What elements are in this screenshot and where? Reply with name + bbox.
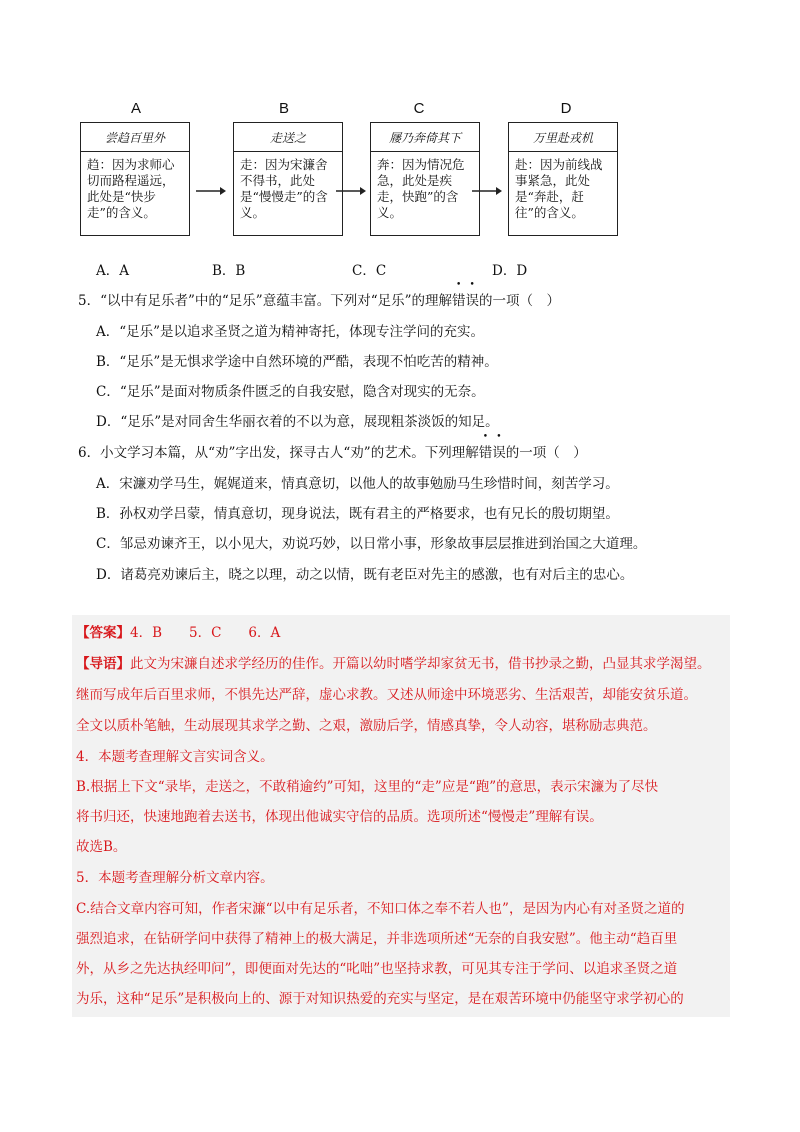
q5-option-a: A．“足乐”是以追求圣贤之道为精神寄托，体现专注学问的充实。: [96, 324, 485, 340]
emphasis-char: 错: [478, 445, 493, 461]
q5-analysis-title: 5．本题考查理解分析文章内容。: [76, 870, 274, 886]
q5-option-d: D．“足乐”是对同舍生华丽衣着的不以为意，展现粗茶淡饭的知足。: [96, 414, 499, 430]
q4-analysis-line: 故选B。: [76, 839, 127, 855]
arrow-right-icon: [472, 186, 502, 196]
choice-b: B．B: [212, 263, 246, 279]
diagram-letter-a: A: [130, 100, 141, 117]
stem-text: 5．“以中有足乐者”中的“足乐”意蕴丰富。下列对“足乐”的理解: [78, 293, 452, 309]
q5-analysis-line: 为乐，这种“足乐”是积极向上的、源于对知识热爱的充实与坚定，是在艰苦环境中仍能坚守求学初心的: [76, 991, 684, 1007]
q4-analysis-line: 将书归还，快速地跑着去送书，体现出他诚实守信的品质。选项所述“慢慢走”理解有误。: [76, 809, 603, 825]
q6-option-a: A．宋濂劝学马生，娓娓道来，情真意切，以他人的故事勉励马生珍惜时间，刻苦学习。: [96, 476, 619, 492]
box-heading: 走送之: [234, 123, 342, 152]
choice-d: D．D: [492, 263, 528, 279]
q6-option-d: D．诸葛亮劝谏后主，晓之以理，动之以情，既有老臣对先主的感激，也有对后主的忠心。: [96, 567, 634, 583]
q4-analysis-line: B.根据上下文“录毕，走送之，不敢稍逾约”可知，这里的“走”应是“跑”的意思，表示宋濂为了尽快: [76, 779, 659, 795]
stem-text: 的一项（ ）: [479, 293, 560, 309]
diagram-box-a: [80, 122, 190, 236]
answer-line: [76, 621, 280, 641]
diagram-box-c: [370, 122, 480, 236]
guide-label: 【导语】: [76, 656, 130, 672]
box-text: 趋：因为求师心切而路程遥远，此处是“快步走”的含义。: [87, 157, 175, 220]
q6-stem: [78, 441, 587, 461]
diagram-box-d: [508, 122, 618, 236]
flow-diagram: [80, 100, 640, 245]
choice-c: C．C: [352, 263, 387, 279]
q6-option-b: B．孙权劝学吕蒙，情真意切，现身说法，既有君主的严格要求，也有兄长的殷切期望。: [96, 506, 619, 522]
box-heading: 尝趋百里外: [81, 123, 189, 152]
diagram-letter-d: D: [560, 100, 572, 117]
q5-analysis-line: C.结合文章内容可知，作者宋濂“以中有足乐者，不知口体之奉不若人也”，是因为内心有对圣贤之道的: [76, 901, 685, 917]
answer-label: 【答案】: [76, 625, 130, 641]
q4-analysis-title: 4．本题考查理解文言实词含义。: [76, 749, 274, 765]
q5-analysis-line: 强烈追求，在钻研学问中获得了精神上的极大满足，并非选项所述“无奈的自我安慰”。他主动“趋百里: [76, 931, 678, 947]
q6-option-c: C．邹忌劝谏齐王，以小见大，劝说巧妙，以日常小事，形象故事层层推进到治国之大道理。: [96, 536, 647, 552]
guide-line: [76, 652, 711, 672]
box-text: 奔：因为情况危急，此处是疾走，快跑”的含义。: [377, 157, 465, 220]
box-heading: 万里赴戎机: [509, 123, 617, 152]
guide-text: 此文为宋濂自述求学经历的佳作。开篇以幼时嗜学却家贫无书，借书抄录之勤，凸显其求学渴望。: [130, 656, 711, 672]
emphasis-char: 错: [452, 293, 466, 309]
box-text: 走：因为宋濂舍不得书，此处是“慢慢走”的含义。: [240, 157, 328, 220]
q5-stem: [78, 289, 560, 309]
guide-line: 全文以质朴笔触，生动展现其求学之勤、之艰，激励后学，情感真挚，令人动容，堪称励志典范。: [76, 718, 657, 734]
choice-a: A．A: [96, 263, 129, 279]
emphasis-char: 误: [465, 293, 479, 309]
box-text: 赴：因为前线战事紧急，此处是“奔赴，赶往”的含义。: [515, 157, 603, 220]
diagram-letter-b: B: [278, 100, 289, 117]
answer-section: [72, 615, 730, 1017]
diagram-box-b: [233, 122, 343, 236]
q5-option-c: C．“足乐”是面对物质条件匮乏的自我安慰，隐含对现实的无奈。: [96, 384, 485, 400]
emphasis-char: 误: [492, 445, 506, 461]
stem-text: 的一项（ ）: [505, 445, 587, 461]
q5-option-b: B．“足乐”是无惧求学途中自然环境的严酷，表现不怕吃苦的精神。: [96, 354, 498, 370]
q5-analysis-line: 外，从乡之先达执经叩问”，即便面对先达的“叱咄”也坚持求教，可见其专注于学问、以追求圣贤之道: [76, 961, 678, 977]
guide-line: 继而写成年后百里求师，不惧先达严辞，虚心求教。又述从师途中环境恶劣、生活艰苦，却能安贫乐道。: [76, 687, 697, 703]
answer-text: 4．B 5．C 6．A: [130, 625, 281, 641]
stem-text: 6．小文学习本篇，从“劝”字出发，探寻古人“劝”的艺术。下列理解: [78, 445, 479, 461]
arrow-right-icon: [336, 186, 366, 196]
box-heading: 屦乃奔倚其下: [371, 123, 479, 152]
arrow-right-icon: [196, 186, 226, 196]
diagram-letter-c: C: [413, 100, 425, 117]
